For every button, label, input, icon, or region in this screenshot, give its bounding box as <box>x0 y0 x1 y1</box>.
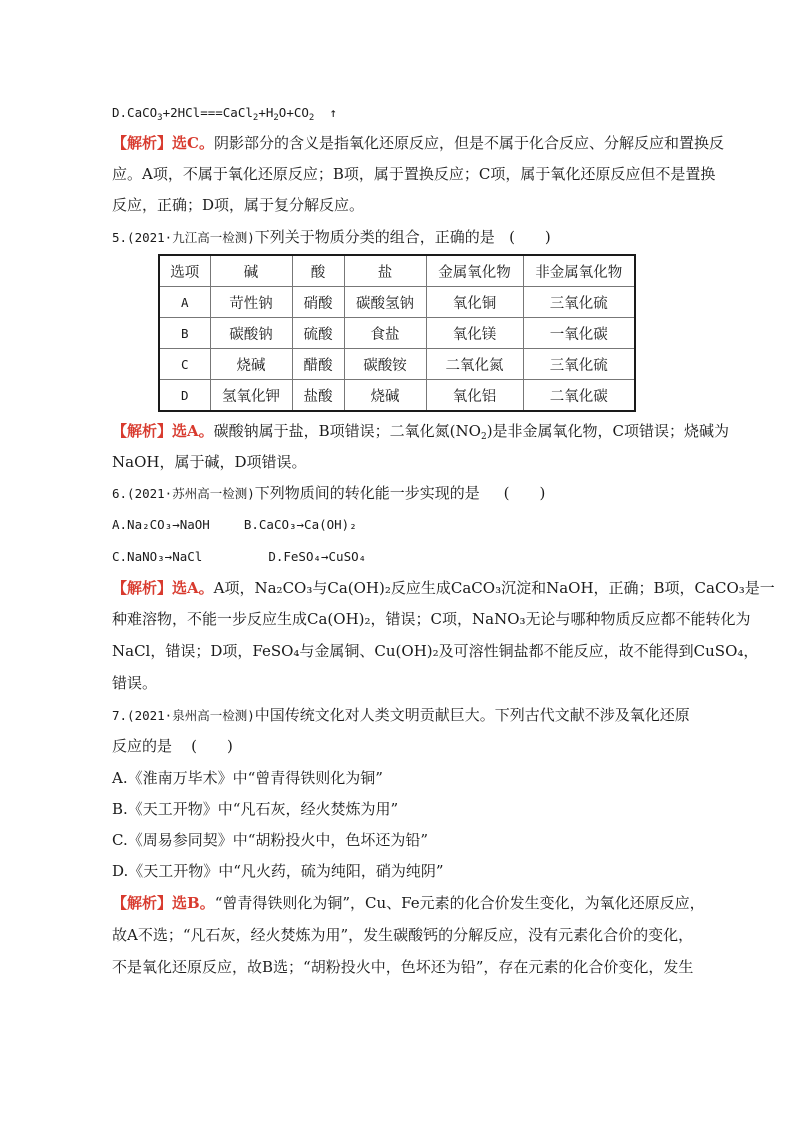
table-cell: 氢氧化钾 <box>210 380 292 412</box>
table-header: 盐 <box>344 255 426 287</box>
table-cell: 硝酸 <box>292 287 344 318</box>
table-cell: D <box>159 380 210 412</box>
option-d: D.FeSO₄→CuSO₄ <box>268 549 367 564</box>
analysis-6-line-4: 错误。 <box>112 674 158 692</box>
table-cell: 碳酸钠 <box>210 318 292 349</box>
table-cell: 一氧化碳 <box>523 318 635 349</box>
table-header: 非金属氧化物 <box>523 255 635 287</box>
table-row <box>159 287 635 318</box>
analysis-5-line-1: 【解析】选A。碳酸钠属于盐，B项错误；二氧化氮$(NO_2)$是非金属氧化物，C项错误；烧碱为 <box>112 422 730 442</box>
table-cell: 烧碱 <box>210 349 292 380</box>
analysis-4-line-1: 【解析】选C。阴影部分的含义是指氧化还原反应，但是不属于化合反应、分解反应和置换反 <box>112 134 724 152</box>
table-cell: 硫酸 <box>292 318 344 349</box>
table-header-row <box>159 255 635 287</box>
classification-table <box>158 254 636 412</box>
analysis-tag: 【解析】 <box>112 894 173 912</box>
analysis-7-line-2: 故A不选；“凡石灰，经火焚炼为用”，发生碳酸钙的分解反应，没有元素化合价的变化， <box>112 926 694 944</box>
table-cell: 三氧化硫 <box>523 287 635 318</box>
answer-label: 选A。 <box>172 422 214 440</box>
table-cell: 醋酸 <box>292 349 344 380</box>
answer-label: 选B。 <box>172 894 215 912</box>
answer-label: 选C。 <box>172 134 214 152</box>
option-b: B.《天工开物》中“凡石灰，经火焚炼为用” <box>112 800 399 818</box>
table-cell: 盐酸 <box>292 380 344 412</box>
question-6: 6.(2021·苏州高一检测)下列物质间的转化能一步实现的是 ( ) <box>112 484 546 502</box>
table-cell: 氧化铜 <box>426 287 523 318</box>
table-cell: 氧化铝 <box>426 380 523 412</box>
analysis-7-line-3: 不是氧化还原反应，故B选；“胡粉投火中，色坏还为铅”，存在元素的化合价变化，发生 <box>112 958 694 976</box>
question-7-line-1: 7.(2021·泉州高一检测)中国传统文化对人类文明贡献巨大。下列古代文献不涉及氧化还原 <box>112 706 690 724</box>
analysis-tag: 【解析】 <box>112 134 173 152</box>
analysis-7-line-1: 【解析】选B。“曾青得铁则化为铜”，Cu、Fe元素的化合价发生变化，为氧化还原反应， <box>112 894 705 912</box>
table-cell: B <box>159 318 210 349</box>
option-d: D.《天工开物》中“凡火药，硫为纯阳，硝为纯阴” <box>112 862 444 880</box>
question-5: 5.(2021·九江高一检测)下列关于物质分类的组合，正确的是 ( ) <box>112 228 551 246</box>
table-cell: C <box>159 349 210 380</box>
table-cell: 食盐 <box>344 318 426 349</box>
option-c: C.《周易参同契》中“胡粉投火中，色坏还为铅” <box>112 831 429 849</box>
table-row <box>159 349 635 380</box>
table-cell: A <box>159 287 210 318</box>
option-b: B.CaCO₃→Ca(OH)₂ <box>243 517 357 532</box>
table-cell: 苛性钠 <box>210 287 292 318</box>
table-header: 选项 <box>159 255 210 287</box>
table-cell: 碳酸氢钠 <box>344 287 426 318</box>
table-cell: 二氧化氮 <box>426 349 523 380</box>
analysis-6-line-2: 种难溶物，不能一步反应生成Ca(OH)₂，错误；C项，NaNO₃无论与哪种物质反应都不能转化为 <box>112 610 751 628</box>
table-row <box>159 318 635 349</box>
question-6-options-cd <box>112 547 690 567</box>
analysis-4-line-3: 反应，正确；D项，属于复分解反应。 <box>112 196 365 214</box>
table-cell: 三氧化硫 <box>523 349 635 380</box>
analysis-tag: 【解析】 <box>112 422 173 440</box>
table-cell: 氧化镁 <box>426 318 523 349</box>
table-cell: 二氧化碳 <box>523 380 635 412</box>
table-row <box>159 380 635 412</box>
analysis-6-line-3: NaCl，错误；D项，FeSO₄与金属铜、Cu(OH)₂及可溶性铜盐都不能反应，故不能得到CuSO₄， <box>112 642 759 660</box>
question-7-line-2: 反应的是 ( ) <box>112 737 233 755</box>
table-header: 酸 <box>292 255 344 287</box>
analysis-tag: 【解析】 <box>112 579 173 597</box>
q4-option-d: $D.CaCO_3+2HCl===CaCl_2+H_2O+CO_2$ ↑ <box>112 105 337 123</box>
option-c: C.NaNO₃→NaCl <box>112 549 203 564</box>
analysis-6-line-1: 【解析】选A。A项，Na₂CO₃与Ca(OH)₂反应生成CaCO₃沉淀和NaOH，正确；B项，CaCO₃是一 <box>112 579 775 597</box>
question-6-options-ab <box>112 515 690 535</box>
table-header: 金属氧化物 <box>426 255 523 287</box>
table-cell: 烧碱 <box>344 380 426 412</box>
option-a: A.《淮南万毕术》中“曾青得铁则化为铜” <box>112 769 383 787</box>
analysis-5-line-2: NaOH，属于碱，D项错误。 <box>112 453 307 471</box>
answer-label: 选A。 <box>172 579 214 597</box>
table-header: 碱 <box>210 255 292 287</box>
option-a: A.Na₂CO₃→NaOH <box>112 517 210 532</box>
table-cell: 碳酸铵 <box>344 349 426 380</box>
analysis-4-line-2: 应。A项，不属于氧化还原反应；B项，属于置换反应；C项，属于氧化还原反应但不是置换 <box>112 165 716 183</box>
